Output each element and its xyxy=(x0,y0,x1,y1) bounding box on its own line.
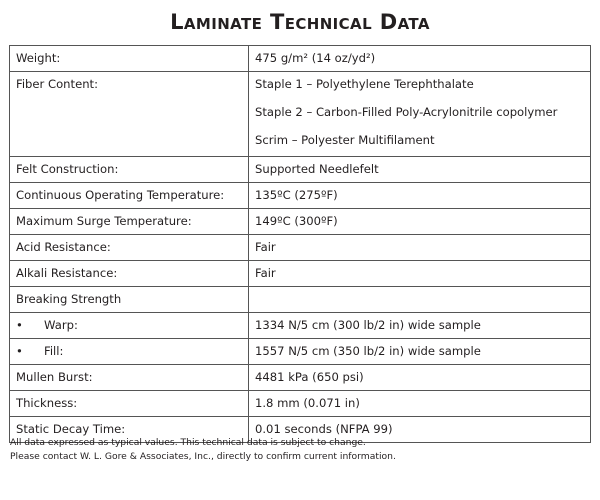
row-value: 1557 N/5 cm (350 lb/2 in) wide sample xyxy=(249,339,591,365)
table-row xyxy=(10,157,591,183)
row-value: Supported Needlefelt xyxy=(249,157,591,183)
row-label: Static Decay Time: xyxy=(10,417,249,443)
row-value: 135ºC (275ºF) xyxy=(249,183,591,209)
table-row xyxy=(10,287,591,313)
bullet-icon: • xyxy=(16,344,23,358)
footnote-line-2: Please contact W. L. Gore & Associates, Inc., directly to confirm current information. xyxy=(10,451,396,462)
row-label: Thickness: xyxy=(10,391,249,417)
table-row xyxy=(10,365,591,391)
row-label: Felt Construction: xyxy=(10,157,249,183)
footnote xyxy=(10,436,396,464)
row-value: 475 g/m² (14 oz/yd²) xyxy=(249,46,591,72)
row-label: Continuous Operating Temperature: xyxy=(10,183,249,209)
row-label: Acid Resistance: xyxy=(10,235,249,261)
technical-data-table xyxy=(9,45,591,443)
bullet-icon: • xyxy=(16,318,23,332)
row-label: Alkali Resistance: xyxy=(10,261,249,287)
table-row xyxy=(10,261,591,287)
table-row xyxy=(10,209,591,235)
row-label: Breaking Strength xyxy=(10,287,249,313)
table-row xyxy=(10,235,591,261)
footnote-line-1: All data expressed as typical values. This technical data is subject to change. xyxy=(10,437,366,448)
table-row xyxy=(10,339,591,365)
row-label: Weight: xyxy=(10,46,249,72)
row-value: Fair xyxy=(249,261,591,287)
page-title: Laminate Technical Data xyxy=(170,10,430,34)
table-row xyxy=(10,46,591,72)
row-value: Staple 1 – Polyethylene Terephthalate Staple 2 – Carbon-Filled Poly-Acrylonitrile copolymer Scrim – Polyester Multifilament xyxy=(249,72,591,157)
row-label: • Warp: xyxy=(10,313,249,339)
table-row xyxy=(10,183,591,209)
row-value xyxy=(249,287,591,313)
table-row xyxy=(10,313,591,339)
row-value: 0.01 seconds (NFPA 99) xyxy=(249,417,591,443)
row-label: Mullen Burst: xyxy=(10,365,249,391)
row-value: 149ºC (300ºF) xyxy=(249,209,591,235)
row-value: 4481 kPa (650 psi) xyxy=(249,365,591,391)
row-value: 1.8 mm (0.071 in) xyxy=(249,391,591,417)
row-value: 1334 N/5 cm (300 lb/2 in) wide sample xyxy=(249,313,591,339)
row-label: • Fill: xyxy=(10,339,249,365)
row-label: Fiber Content: xyxy=(10,72,249,157)
table-row xyxy=(10,391,591,417)
row-label: Maximum Surge Temperature: xyxy=(10,209,249,235)
row-value: Fair xyxy=(249,235,591,261)
table-row xyxy=(10,72,591,157)
